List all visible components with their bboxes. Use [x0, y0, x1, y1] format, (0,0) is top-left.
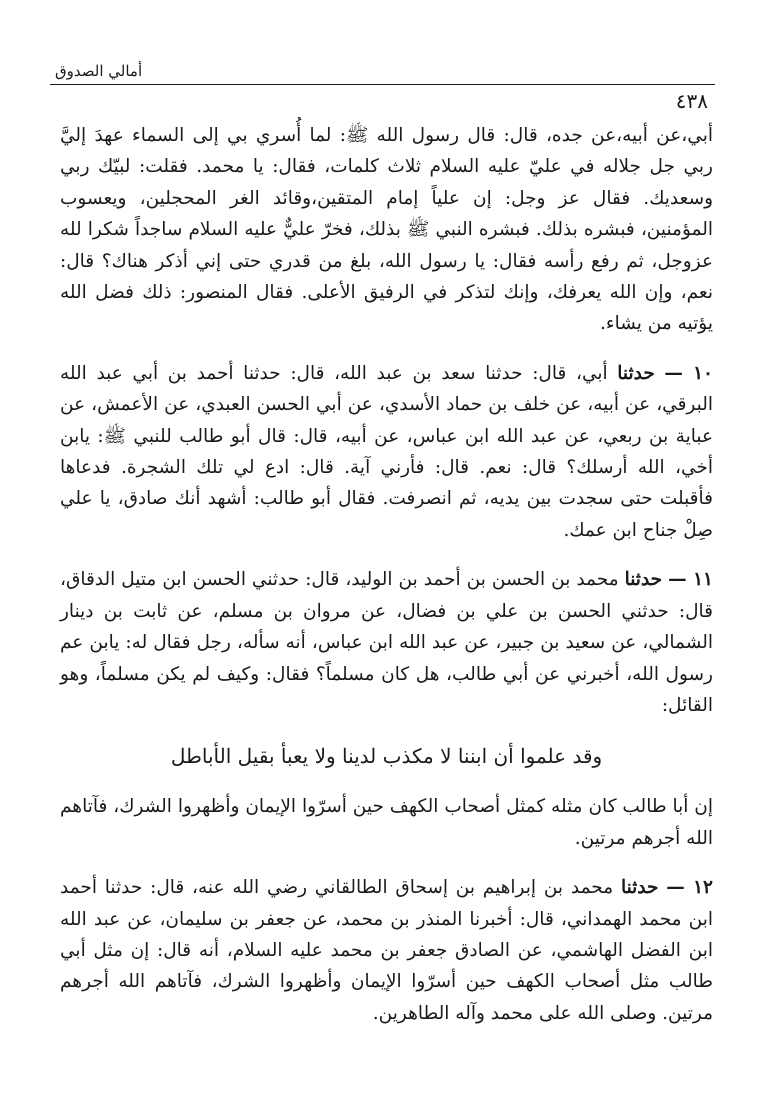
running-title: أمالي الصدوق [55, 62, 143, 80]
poetry-verse: وقد علموا أن ابننا لا مكذب لدينا ولا يعبأ بقيل الأباطل [170, 744, 603, 769]
hadith-text: محمد بن الحسن بن أحمد بن الوليد، قال: حدثني الحسن ابن متيل الدقاق، قال: حدثني الحسن بن علي بن فضال، عن مروان بن مسلم، عن ثابت بن دينار الشمالي، عن سعيد بن جبير، عن عبد الله ابن عباس، أنه سأله، رجل فقال له: يابن عم رسول الله، أخبرني عن أبي طالب، هل كان مسلماً؟ فقال: وكيف لم يكن مسلماً، وهو القائل: [60, 569, 713, 716]
paragraph-4: إن أبا طالب كان مثله كمثل أصحاب الكهف حين أسرّوا الإيمان وأظهروا الشرك، فآتاهم الله أجرهم مرتين. [60, 796, 713, 849]
page-number: ٤٣٨ [675, 89, 708, 113]
hadith-10 [60, 358, 713, 546]
hadith-number: ١٢ — [666, 877, 713, 899]
body-text [60, 120, 713, 1029]
hadith-number: ١٠ — [664, 362, 713, 384]
header-rule [50, 84, 715, 85]
hadith-text: أبي، قال: حدثنا سعد بن عبد الله، قال: حدثنا أحمد بن أبي عبد الله البرقي، عن أبيه، عن خلف بن حماد الأسدي، عن أبي الحسن العبدي، عن الأعمش، عن عباية بن ربعي، عن عبد الله ابن عباس، عن أبيه، قال: قال أبو طالب للنبي ﷺ: يابن أخي، الله أرسلك؟ قال: نعم. قال: فأرني آية. قال: ادع لي تلك الشجرة. فدعاها فأقبلت حتى سجدت بين يديه، ثم انصرفت. فقال أبو طالب: أشهد أنك صادق، يا علي صِلْ جناح ابن عمك. [60, 362, 713, 541]
paragraph-1: أبي،عن أبيه،عن جده، قال: قال رسول الله ﷺ: لما أُسري بي إلى السماء عهدَ إليَّ ربي جل جلاله في عليّ عليه السلام ثلاث كلمات، فقال: يا محمد. فقلت: لبيّك ربي وسعديك. فقال عز وجل: إن علياً إمام المتقين،وقائد الغر المحجلين، ويعسوب المؤمنين، فبشره بذلك. فبشره النبي ﷺ بذلك، فخرّ عليٌّ عليه السلام ساجداً شكرا لله عزوجل، ثم رفع رأسه فقال: يا رسول الله، بلغ من قدري حتى إني أذكر هناك؟ قال: نعم، وإن الله يعرفك، وإنك لتذكر في الرفيق الأعلى. فقال المنصور: ذلك فضل الله يؤتيه من يشاء. [60, 125, 713, 335]
hadith-lead: حدثنا [624, 569, 663, 591]
hadith-text: محمد بن إبراهيم بن إسحاق الطالقاني رضي الله عنه، قال: حدثنا أحمد ابن محمد الهمداني، قال: أخبرنا المنذر بن محمد، عن جعفر بن سليمان، عن عبد الله ابن الفضل الهاشمي، عن الصادق جعفر بن محمد عليه السلام، أنه قال: إن مثل أبي طالب مثل أصحاب الكهف حين أسرّوا الإيمان وأظهروا الشرك، فآتاهم الله أجرهم مرتين. وصلى الله على محمد وآله الطاهرين. [60, 877, 713, 1024]
hadith-lead: حدثنا [617, 362, 655, 384]
hadith-lead: حدثنا [620, 877, 659, 899]
hadith-11 [60, 564, 713, 721]
hadith-number: ١١ — [668, 569, 713, 591]
hadith-12 [60, 872, 713, 1029]
